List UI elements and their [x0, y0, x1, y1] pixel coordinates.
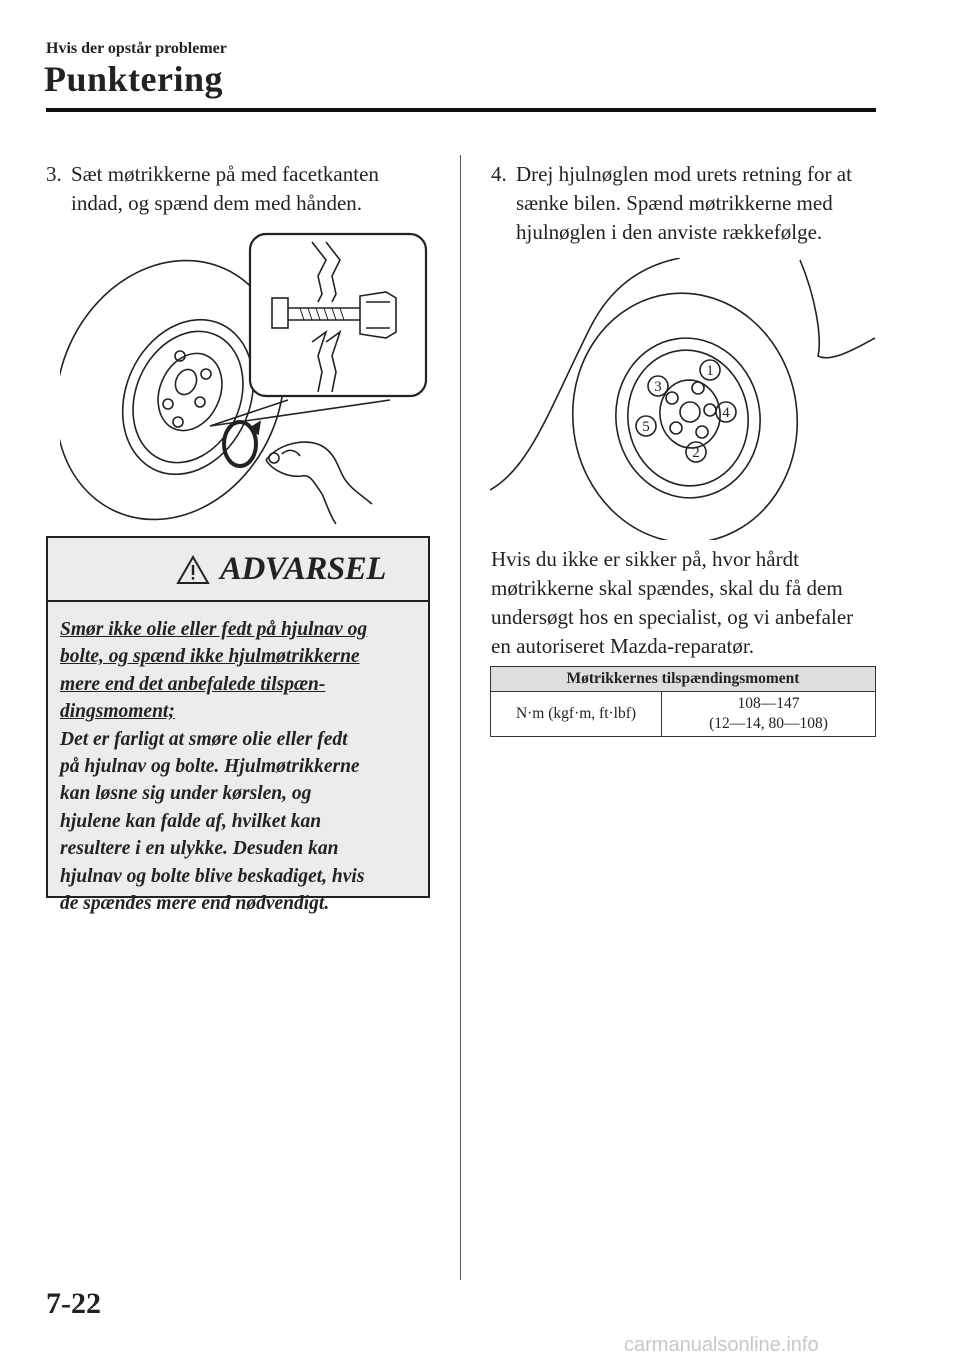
torque-note: [491, 545, 881, 661]
step-line: indad, og spænd dem med hånden.: [71, 191, 363, 215]
torque-value-nm: 108—147: [737, 695, 800, 712]
note-line: undersøgt hos en specialist, og vi anbefaler: [491, 605, 854, 629]
warning-body-line: resultere i en ulykke. Desuden kan: [60, 838, 339, 860]
order-label-5: 5: [642, 419, 650, 435]
torque-value-alt: (12—14, 80—108): [709, 715, 828, 732]
torque-unit-cell: N·m (kgf·m, ft·lbf): [491, 692, 662, 737]
torque-table: [490, 666, 876, 737]
note-line: møtrikkerne skal spændes, skal du få dem: [491, 576, 843, 600]
step-line: Sæt møtrikkerne på med facetkanten: [71, 162, 379, 186]
step-number: 4.: [491, 162, 507, 186]
page-title: Punktering: [44, 59, 224, 99]
page-number: 7-22: [46, 1287, 101, 1320]
warning-text: [60, 616, 420, 917]
column-divider: [460, 155, 461, 1280]
step-line: Drej hjulnøglen mod urets retning for at: [516, 162, 852, 186]
warning-emphasis-line: Smør ikke olie eller fedt på hjulnav og: [60, 619, 368, 640]
order-label-4: 4: [722, 405, 730, 421]
table-row: [491, 692, 876, 737]
step-line: sænke bilen. Spænd møtrikkerne med: [516, 191, 833, 215]
warning-triangle-icon: [176, 555, 210, 585]
warning-body-line: de spændes mere end nødvendigt.: [60, 893, 330, 915]
step-number: 3.: [46, 162, 62, 186]
title-divider: [46, 108, 876, 112]
step-text: [71, 160, 379, 218]
warning-body-line: hjulene kan falde af, hvilket kan: [60, 810, 322, 832]
warning-body-line: hjulnav og bolte blive beskadiget, hvis: [60, 865, 365, 887]
warning-emphasis-line: bolte, og spænd ikke hjulmøtrikkerne: [60, 646, 360, 668]
order-label-3: 3: [654, 379, 662, 395]
warning-emphasis-line: dingsmoment;: [60, 701, 175, 723]
warning-title: ADVARSEL: [220, 551, 386, 587]
step-text: [516, 160, 852, 247]
wheel-nut-illustration: [60, 232, 438, 527]
order-label-1: 1: [706, 363, 714, 379]
note-line: Hvis du ikke er sikker på, hvor hårdt: [491, 547, 799, 571]
warning-body-line: kan løsne sig under kørslen, og: [60, 783, 312, 805]
watermark: carmanualsonline.info: [624, 1334, 819, 1356]
step-line: hjulnøglen i den anviste rækkefølge.: [516, 220, 823, 244]
note-line: en autoriseret Mazda-reparatør.: [491, 634, 754, 658]
table-header-row: [491, 667, 876, 692]
warning-body-line: Det er farligt at smøre olie eller fedt: [60, 728, 348, 750]
warning-header: [48, 538, 428, 602]
order-label-2: 2: [692, 445, 700, 461]
tightening-order-illustration: [490, 258, 875, 540]
rim-outline: [606, 329, 771, 507]
warning-box: [46, 536, 430, 915]
warning-emphasis-line: mere end det anbefalede tilspæn-: [60, 673, 326, 695]
table-header: Møtrikkernes tilspændingsmoment: [491, 667, 876, 692]
torque-value-cell: [662, 692, 876, 737]
warning-body-line: på hjulnav og bolte. Hjulmøtrikkerne: [60, 756, 360, 778]
section-label: Hvis der opstår problemer: [46, 40, 227, 57]
